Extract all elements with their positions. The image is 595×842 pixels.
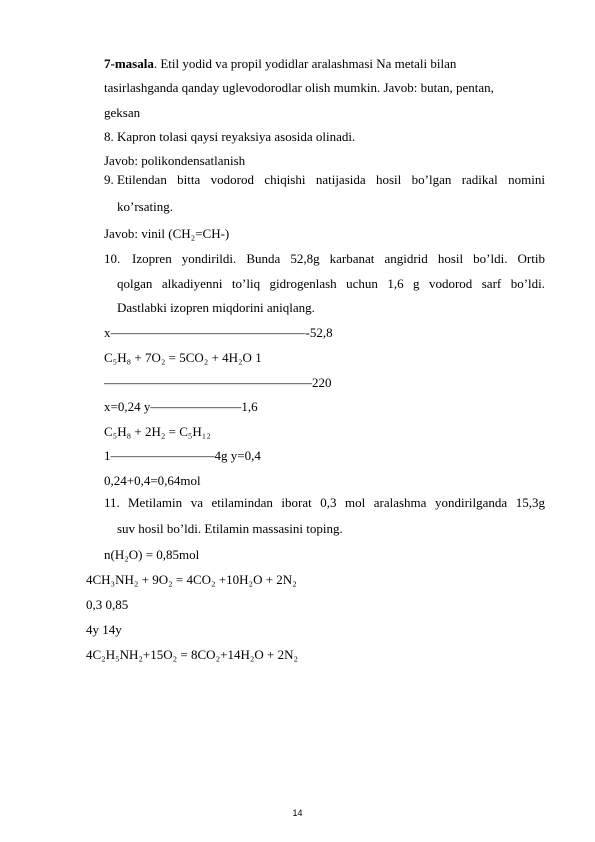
problem-10-line-2: qolgan alkadiyenni to’liq gidrogenlash uchun 1,6 g vodorod sarf bo’ldi. <box>117 276 545 291</box>
equation: 4CH₃NH₂ + 9O₂ = 4CO₂ +10H₂O + 2N₂ <box>86 572 297 587</box>
problem-7-line-3: geksan <box>104 105 141 120</box>
calc-line: 4y 14y <box>86 622 122 637</box>
equation: 4C₂H₅NH₂+15O₂ = 8CO₂+14H₂O + 2N₂ <box>86 647 298 662</box>
problem-11-line-2: suv hosil bo’ldi. Etilamin massasini toping. <box>117 521 343 536</box>
problem-7-line-2: tasirlashganda qanday uglevodorodlar olish mumkin. Javob: butan, pentan, <box>104 80 494 95</box>
equation: C₅H₈ + 7O₂ = 5CO₂ + 4H₂O 1 <box>104 350 262 365</box>
problem-11-number: 11. <box>104 495 120 510</box>
problem-9-line-2: ko’rsating. <box>117 199 173 214</box>
calc-line: ————————————————220 <box>104 375 332 390</box>
problem-9-answer: Javob: vinil (CH₂=CH-) <box>104 226 230 241</box>
problem-9-number: 9. <box>104 172 114 187</box>
calc-line: 1————————4g y=0,4 <box>104 448 261 463</box>
problem-8-answer: Javob: polikondensatlanish <box>104 153 246 168</box>
problem-10-line-1: Izopren yondirildi. Bunda 52,8g karbanat angidrid hosil bo’ldi. Ortib <box>132 251 545 266</box>
calc-line: x———————————————-52,8 <box>104 325 333 340</box>
problem-8-question: 8. Kapron tolasi qaysi reyaksiya asosida olinadi. <box>104 129 356 144</box>
problem-11-line-1: Metilamin va etilamindan iborat 0,3 mol aralashma yondirilganda 15,3g <box>128 495 545 510</box>
calc-line: 0,3 0,85 <box>86 597 129 612</box>
problem-7-label: 7-masala <box>104 56 154 71</box>
problem-7-line-1: 7-masala. Etil yodid va propil yodidlar aralashmasi Na metali bilan <box>104 56 457 71</box>
calc-line: x=0,24 y———————1,6 <box>104 399 258 414</box>
page-number: 14 <box>292 808 303 818</box>
calc-line: n(H₂O) = 0,85mol <box>104 547 200 562</box>
problem-10-line-3: Dastlabki izopren miqdorini aniqlang. <box>117 300 315 315</box>
calc-result: 0,24+0,4=0,64mol <box>104 473 201 488</box>
problem-10-number: 10. <box>104 251 121 266</box>
problem-9-line-1: Etilendan bitta vodorod chiqishi natijasida hosil bo’lgan radikal nomini <box>117 172 545 187</box>
equation: C₅H₈ + 2H₂ = C₅H₁₂ <box>104 424 211 439</box>
